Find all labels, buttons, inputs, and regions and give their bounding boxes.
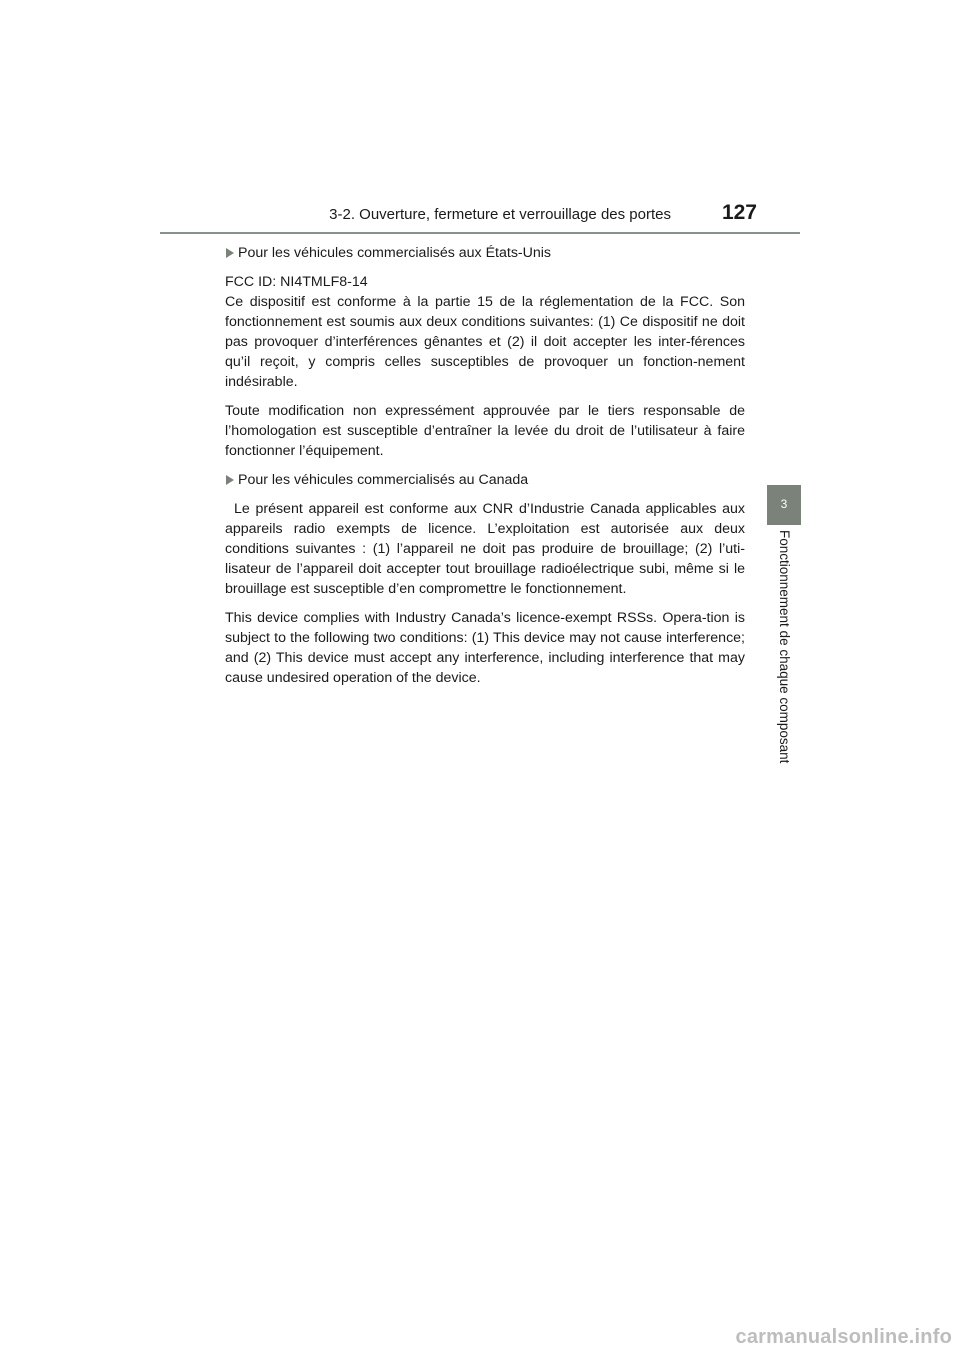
canada-french-paragraph: Le présent appareil est conforme aux CNR d’Industrie Canada applicables aux appareils radio exempts de licence. L’exploitation est autorisée aux deux conditions suivantes : (1) l’appareil ne doit pas produire de brouillage; (2) l’uti-lisateur de l’appareil doit accepter tout brouillage radioélectrique subi, même si le brouillage est susceptible d’en compromettre le fonctionnement. xyxy=(225,501,745,597)
section-title: 3-2. Ouverture, fermeture et verrouillage des portes xyxy=(329,206,671,223)
fcc-paragraph xyxy=(225,272,745,392)
watermark: carmanualsonline.info xyxy=(735,1326,952,1348)
bullet-heading-us-text: Pour les véhicules commercialisés aux États-Unis xyxy=(238,245,552,261)
page-header xyxy=(160,200,800,234)
chapter-tab xyxy=(767,485,801,525)
modification-paragraph: Toute modification non expressément approuvée par le tiers responsable de l’homologation est susceptible d’entraîner la levée du droit de l’utilisateur à faire fonctionner l’équipement. xyxy=(225,403,745,459)
canada-english-paragraph: This device complies with Industry Canada’s licence-exempt RSSs. Opera-tion is subject to the following two conditions: (1) This device may not cause interference; and (2) This device must accept any interference, including interference that may cause undesired operation of the device. xyxy=(225,610,745,686)
triangle-bullet-icon xyxy=(226,248,234,258)
triangle-bullet-icon xyxy=(226,475,234,485)
chapter-label: Fonctionnement de chaque composant xyxy=(777,530,792,764)
page-body xyxy=(225,243,745,697)
bullet-heading-canada xyxy=(225,470,745,490)
page-number: 127 xyxy=(721,201,757,224)
fcc-text: Ce dispositif est conforme à la partie 15 de la réglementation de la FCC. Son fonctionnement est soumis aux deux conditions suivantes: (1) Ce dispositif ne doit pas provoquer d’interférences gênantes et (2) il doit accepter les inter-férences qu’il reçoit, y compris celles susceptibles de provoquer un fonction-nement indésirable. xyxy=(225,294,745,390)
bullet-heading-canada-text: Pour les véhicules commercialisés au Canada xyxy=(238,472,529,488)
header-divider xyxy=(160,232,800,234)
chapter-number: 3 xyxy=(780,497,788,511)
fcc-id: FCC ID: NI4TMLF8-14 xyxy=(225,274,368,290)
bullet-heading-us xyxy=(225,243,745,263)
